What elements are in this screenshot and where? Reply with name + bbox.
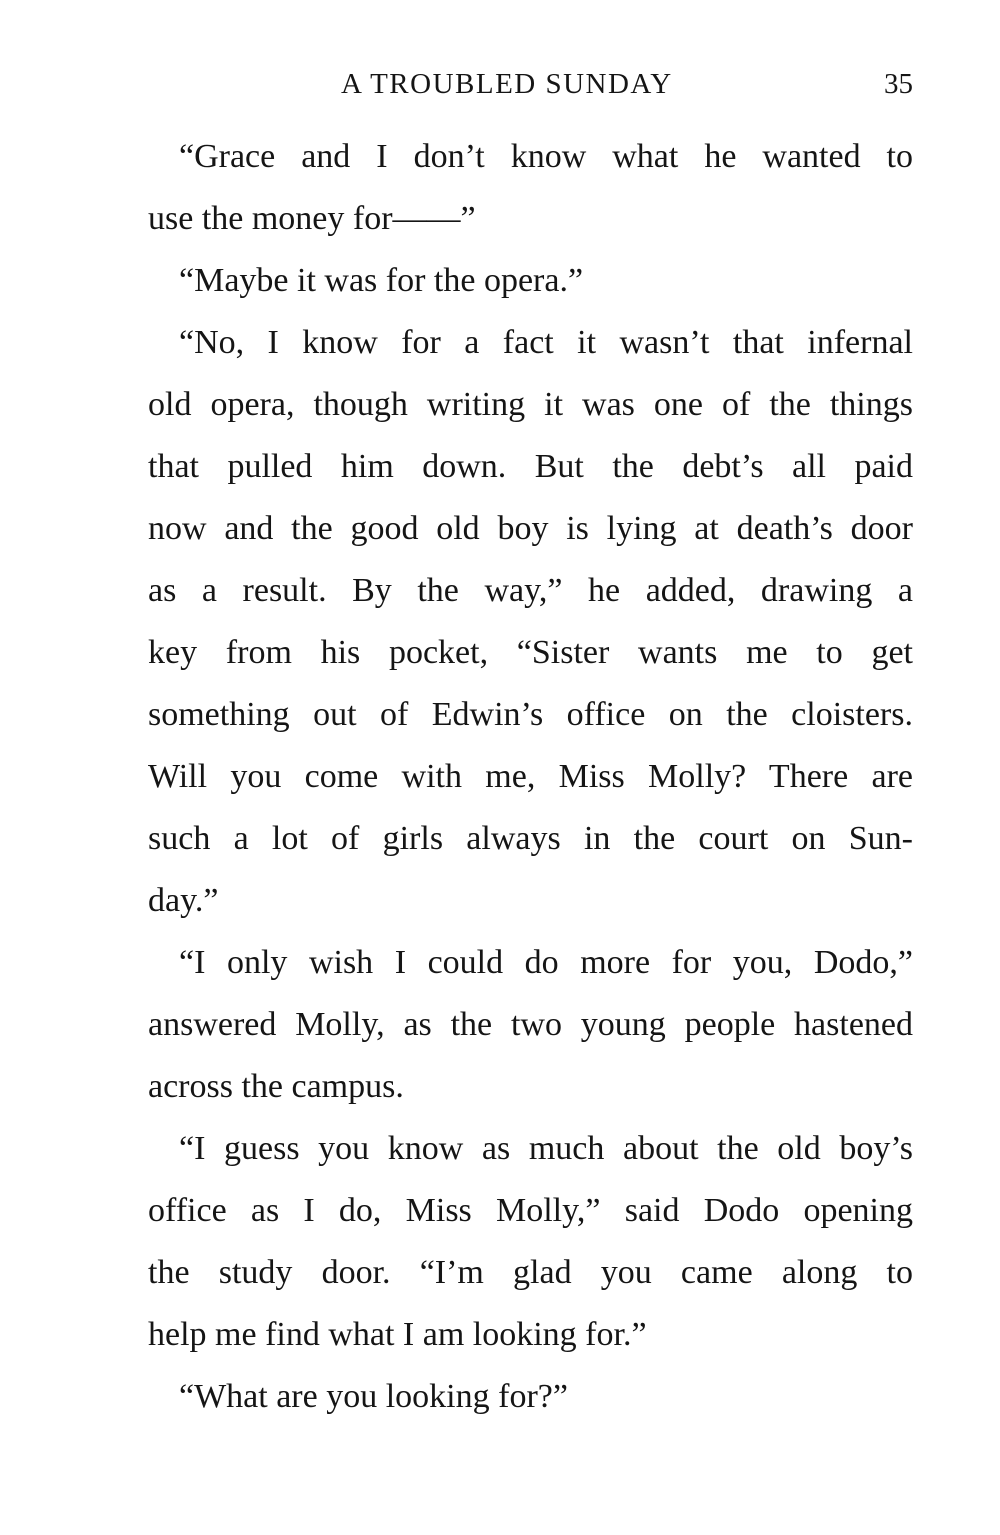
text-line: “What are you looking for?” <box>179 1378 568 1415</box>
text-line: “I only wish I could do more for you, Dodo,” <box>179 944 913 981</box>
text-line: the study door. “I’m glad you came along to <box>148 1254 913 1291</box>
running-header <box>148 68 913 108</box>
body-text <box>148 126 913 1428</box>
page-number: 35 <box>884 68 913 100</box>
text-line: “I guess you know as much about the old boy’s <box>179 1130 913 1167</box>
text-line: across the campus. <box>148 1068 404 1105</box>
text-line: “Grace and I don’t know what he wanted to <box>179 138 913 175</box>
text-line: help me find what I am looking for.” <box>148 1316 647 1353</box>
text-line: “No, I know for a fact it wasn’t that infernal <box>179 324 913 361</box>
text-line: key from his pocket, “Sister wants me to get <box>148 634 913 671</box>
text-line: use the money for——” <box>148 200 476 237</box>
text-line: Will you come with me, Miss Molly? There are <box>148 758 913 795</box>
text-line: as a result. By the way,” he added, drawing a <box>148 572 913 609</box>
chapter-title: A TROUBLED SUNDAY <box>341 68 673 100</box>
text-line: now and the good old boy is lying at death’s door <box>148 510 913 547</box>
text-line: something out of Edwin’s office on the cloisters. <box>148 696 913 733</box>
text-line: “Maybe it was for the opera.” <box>179 262 584 299</box>
text-line: answered Molly, as the two young people hastened <box>148 1006 913 1043</box>
text-line: day.” <box>148 882 219 919</box>
text-line: that pulled him down. But the debt’s all paid <box>148 448 913 485</box>
text-line: old opera, though writing it was one of the things <box>148 386 913 423</box>
text-line: such a lot of girls always in the court on Sun- <box>148 820 913 857</box>
text-line: office as I do, Miss Molly,” said Dodo opening <box>148 1192 913 1229</box>
